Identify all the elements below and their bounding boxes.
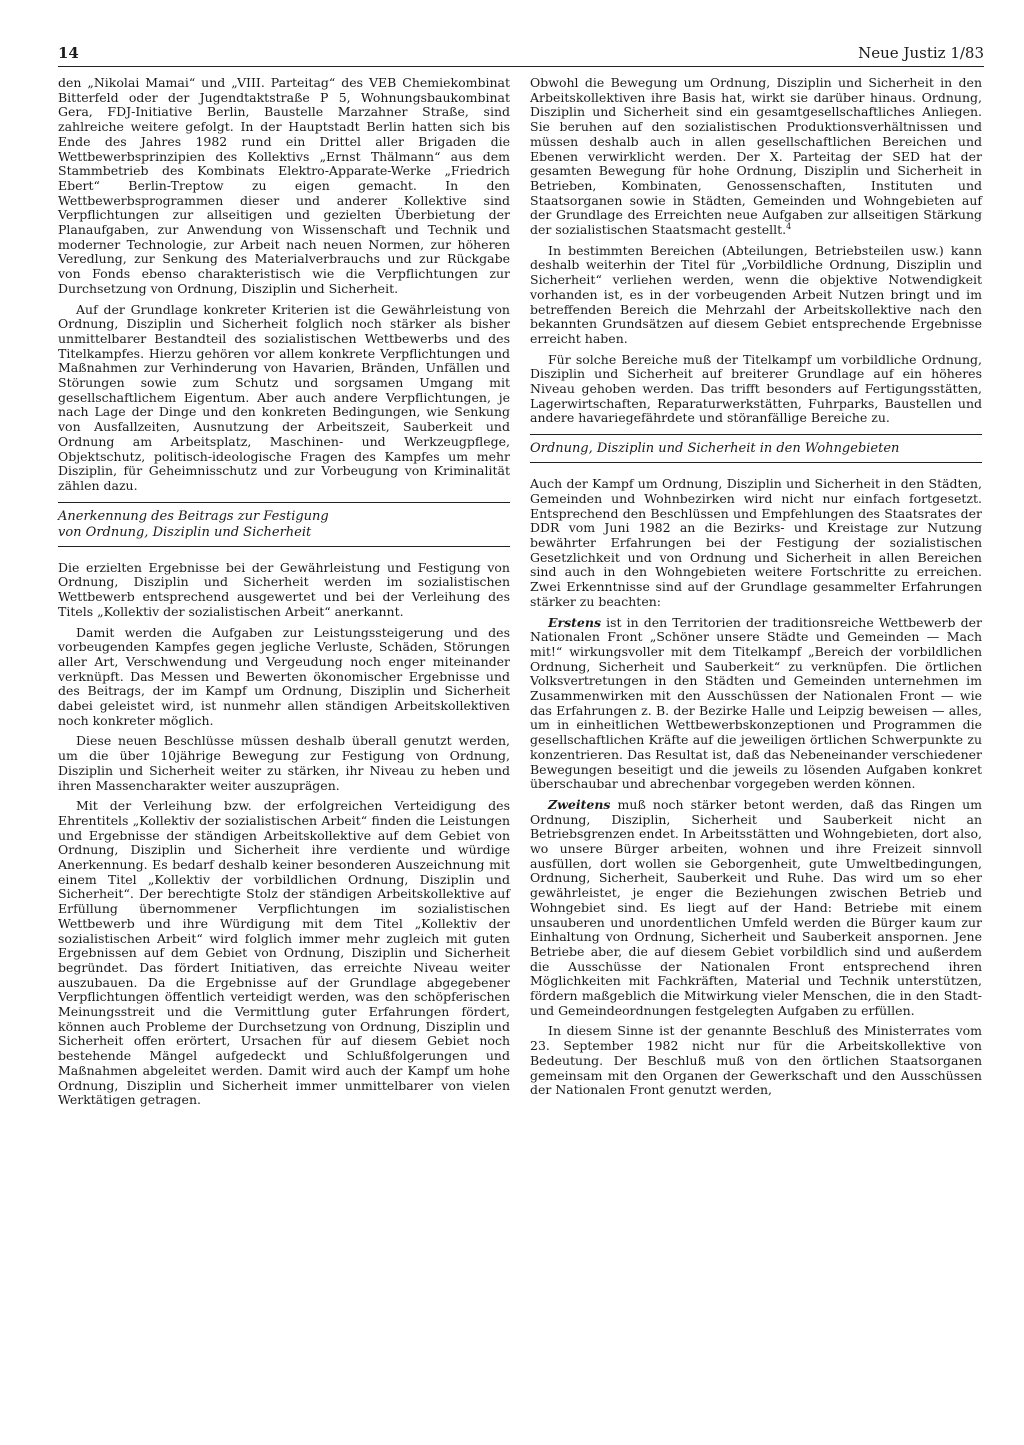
paragraph-text: ist in den Territorien der traditionsreiche Wettbewerb der Nationalen Front „Schöner unsere Städte und Gemeinden — Mach mit!“ wirkungsvoller mit dem Titelkampf „Bereich der vorbildlichen Ordnung, Sicherheit und Sauberkeit“ zu verknüpfen. Die örtlichen Volksvertretungen in den Städten und Gemeinden unternehmen im Zusammenwirken mit den Ausschüssen der Nationalen Front — wie das Erfahrungen z. B. der Bezirke Halle und Leipzig beweisen — alles, um in einheitlichen Wettbewerbskonzeptionen und Programmen die gesellschaftlichen Kräfte auf die jeweiligen örtlichen Schwerpunkte zu konzentrieren. Das Resultat ist, daß das Nebeneinander verschiedener Bewegungen beseitigt und die jeweils zu lösenden Aufgaben konkret überschaubar und abrechenbar vorgegeben werden können.: [530, 614, 982, 792]
footnote-marker: 4: [786, 221, 792, 231]
paragraph: [530, 616, 982, 792]
paragraph: Mit der Verleihung bzw. der erfolgreichen Verteidigung des Ehrentitels „Kollektiv der sozialistischen Arbeit“ finden die Leistungen und Ergebnisse der ständigen Arbeitskollektive auf dem Gebiet von Ordnung, Disziplin und Sicherheit ihre verdiente und würdige Anerkennung. Es bedarf deshalb keiner besonderen Auszeichnung mit einem Titel „Kollektiv der vorbildlichen Ordnung, Disziplin und Sicherheit“. Der berechtigte Stolz der ständigen Arbeitskollektive auf Erfüllung übernommener Verpflichtungen im sozialistischen Wettbewerb und ihre Würdigung mit dem Titel „Kollektiv der sozialistischen Arbeit“ wird folglich immer mehr zugleich mit guten Ergebnissen auf dem Gebiet von Ordnung, Disziplin und Sicherheit begründet. Das fördert Initiativen, das erreichte Niveau weiter auszubauen. Da die Ergebnisse auf der Grundlage abgegebener Verpflichtungen öffentlich verteidigt werden, was den schöpferischen Meinungsstreit und die Vermittlung guter Erfahrungen fördert, können auch Probleme der Durchsetzung von Ordnung, Disziplin und Sicherheit offen erörtert, Ursachen für auf diesem Gebiet noch bestehende Mängel aufgedeckt und Schlußfolgerungen und Maßnahmen abgeleitet werden. Damit wird auch der Kampf um hohe Ordnung, Disziplin und Sicherheit immer unmittelbarer von vielen Werktätigen getragen.: [58, 798, 510, 1108]
left-column: [58, 76, 510, 1114]
paragraph: Auch der Kampf um Ordnung, Disziplin und Sicherheit in den Städten, Gemeinden und Wohnbezirken wird nicht nur einfach fortgesetzt. Entsprechend den Beschlüssen und Empfehlungen des Staatsrates der DDR vom Juni 1982 an die Bezirks- und Kreistage zur Nutzung bewährter Erfahrungen bei der Festigung der sozialistischen Gesetzlichkeit und von Ordnung und Sicherheit in allen Bereichen sind auch in den Wohngebieten weitere Fortschritte zu erreichen. Zwei Erkenntnisse sind auf der Grundlage gesammelter Erfahrungen stärker zu beachten:: [530, 476, 982, 609]
paragraph: Damit werden die Aufgaben zur Leistungssteigerung und des vorbeugenden Kampfes gegen jegliche Verluste, Schäden, Störungen aller Art, Verschwendung und Vergeudung noch enger miteinander verknüpft. Das Messen und Bewerten ökonomischer Ergebnisse und des Beitrags, der im Kampf um Ordnung, Disziplin und Sicherheit dabei geleistet wird, ist nunmehr allen ständigen Arbeitskollektiven noch konkreter möglich.: [58, 624, 510, 728]
paragraph: [530, 798, 982, 1019]
paragraph: In diesem Sinne ist der genannte Beschluß des Ministerrates vom 23. September 1982 nicht nur für die Arbeitskollektive von Bedeutung. Der Beschluß muß von den örtlichen Staatsorganen gemeinsam mit den Organen der Gewerkschaft und den Ausschüssen der Nationalen Front genutzt werden,: [530, 1023, 982, 1098]
paragraph: Auf der Grundlage konkreter Kriterien ist die Gewährleistung von Ordnung, Disziplin und Sicherheit folglich noch stärker als bisher unmittelbarer Bestandteil des sozialistischen Wettbewerbs und des Titelkampfes. Hierzu gehören vor allem konkrete Verpflichtungen und Maßnahmen zur Verhinderung von Havarien, Bränden, Unfällen und Störungen sowie zum Schutz und sorgsamen Umgang mit gesellschaftlichem Eigentum. Aber auch andere Verpflichtungen, je nach Lage der Dinge und den konkreten Bedingungen, wie Senkung von Ausfallzeiten, Ausnutzung der Arbeitszeit, Sauberkeit und Ordnung am Arbeitsplatz, Maschinen- und Werkzeugpflege, Objektschutz, politisch-ideologische Fragen des Kampfes um mehr Disziplin, für Geheimnisschutz und zur Vorbeugung von Kriminalität zählen dazu.: [58, 301, 510, 493]
paragraph: [530, 76, 982, 238]
section-heading-line: Anerkennung des Beitrags zur Festigung: [58, 508, 329, 524]
page-number: 14: [58, 44, 79, 62]
right-column: [530, 76, 982, 1104]
paragraph: Diese neuen Beschlüsse müssen deshalb überall genutzt werden, um die über 10jährige Bewegung zur Festigung von Ordnung, Disziplin und Sicherheit weiter zu stärken, ihr Niveau zu heben und ihren Massencharakter weiter auszuprägen.: [58, 733, 510, 793]
paragraph: Die erzielten Ergebnisse bei der Gewährleistung und Festigung von Ordnung, Disziplin und Sicherheit werden im sozialistischen Wettbewerb entsprechend ausgewertet und bei der Verleihung des Titels „Kollektiv der sozialistischen Arbeit“ anerkannt.: [58, 559, 510, 619]
section-heading: [58, 502, 510, 547]
section-heading-line: von Ordnung, Disziplin und Sicherheit: [58, 524, 312, 540]
paragraph-text: muß noch stärker betont werden, daß das Ringen um Ordnung, Disziplin, Sicherheit und Sauberkeit nicht an Betriebsgrenzen endet. In Arbeitsstätten und Wohngebieten, dort also, wo unsere Bürger arbeiten, wohnen und ihre Freizeit sinnvoll ausfüllen, dort wollen sie Geborgenheit, gute Umweltbedingungen, Ordnung, Sicherheit, Sauberkeit und Ruhe. Das wird um so eher gewährleistet, je enger die Beziehungen zwischen Betrieb und Wohngebiet sind. Es liegt auf der Hand: Betriebe mit einem unsauberen und unordentlichen Umfeld werden die Bürger kaum zur Einhaltung von Ordnung, Sicherheit und Sauberkeit anspornen. Jene Betriebe aber, die auf diesem Gebiet vorbildlich sind und außerdem die Ausschüsse der Nationalen Front entsprechend ihren Möglichkeiten mit Fachkräften, Material und Technik unterstützen, fördern maßgeblich die Mitwirkung vieler Menschen, die in den Stadt- und Gemeindeordnungen festgelegten Aufgaben zu erfüllen.: [530, 796, 982, 1018]
journal-title: Neue Justiz 1/83: [858, 44, 984, 62]
enumeration-lead: Zweitens: [548, 796, 611, 812]
enumeration-lead: Erstens: [548, 614, 602, 630]
page-header: [58, 40, 984, 67]
paragraph-text: Obwohl die Bewegung um Ordnung, Disziplin und Sicherheit in den Arbeitskollektiven ihre Basis hat, wirkt sie darüber hinaus. Ordnung, Disziplin und Sicherheit sind ein gesamtgesellschaftliches Anliegen. Sie beruhen auf den sozialistischen Produktionsverhältnissen und müssen deshalb auch in allen gesellschaftlichen Bereichen und Ebenen verwirklicht werden. Der X. Parteitag der SED hat der gesamten Bewegung für hohe Ordnung, Disziplin und Sicherheit in Betrieben, Kombinaten, Genossenschaften, Instituten und Staatsorganen sowie in Städten, Gemeinden und Wohngebieten auf der Grundlage des Erreichten neue Aufgaben zur allseitigen Stärkung der sozialistischen Staatsmacht gestellt.: [530, 75, 982, 238]
paragraph: In bestimmten Bereichen (Abteilungen, Betriebsteilen usw.) kann deshalb weiterhin der Titel für „Vorbildliche Ordnung, Disziplin und Sicherheit“ verliehen werden, wenn die objektive Notwendigkeit vorhanden ist, es in der vorbeugenden Arbeit Nutzen bringt und im betreffenden Bereich die Mehrzahl der Arbeitskollektive nach den bekannten Grundsätzen auf diesem Gebiet entsprechende Ergebnisse erreicht haben.: [530, 242, 982, 346]
section-heading: Ordnung, Disziplin und Sicherheit in den Wohngebieten: [530, 434, 982, 463]
paragraph: den „Nikolai Mamai“ und „VIII. Parteitag“ des VEB Chemiekombinat Bitterfeld oder der Jugendtaktstraße P 5, Wohnungsbaukombinat Gera, FDJ-Initiative Berlin, Baustelle Marzahner Straße, sind zahlreiche weitere gefolgt. In der Hauptstadt Berlin hatten sich bis Ende des Jahres 1982 rund ein Drittel aller Brigaden die Wettbewerbsprinzipien des Kollektivs „Ernst Thälmann“ aus dem Stammbetrieb des Kombinats Elektro-Apparate-Werke „Friedrich Ebert“ Berlin-Treptow zu eigen gemacht. In den Wettbewerbsprogrammen dieser und anderer Kollektive sind Verpflichtungen zur allseitigen und gezielten Überbietung der Planaufgaben, zur Anwendung von Wissenschaft und Technik und moderner Technologie, zur Arbeit nach neuen Normen, zur höheren Veredlung, zur Senkung des Materialverbrauchs und zur Rückgabe von Fonds ebenso charakteristisch wie die Verpflichtungen zur Durchsetzung von Ordnung, Disziplin und Sicherheit.: [58, 75, 510, 296]
paragraph: Für solche Bereiche muß der Titelkampf um vorbildliche Ordnung, Disziplin und Sicherheit auf breiterer Grundlage auf ein höheres Niveau gehoben werden. Das trifft besonders auf Fertigungsstätten, Lagerwirtschaften, Reparaturwerkstätten, Fuhrparks, Baustellen und andere havariegefährdete und störanfällige Bereiche zu.: [530, 351, 982, 426]
